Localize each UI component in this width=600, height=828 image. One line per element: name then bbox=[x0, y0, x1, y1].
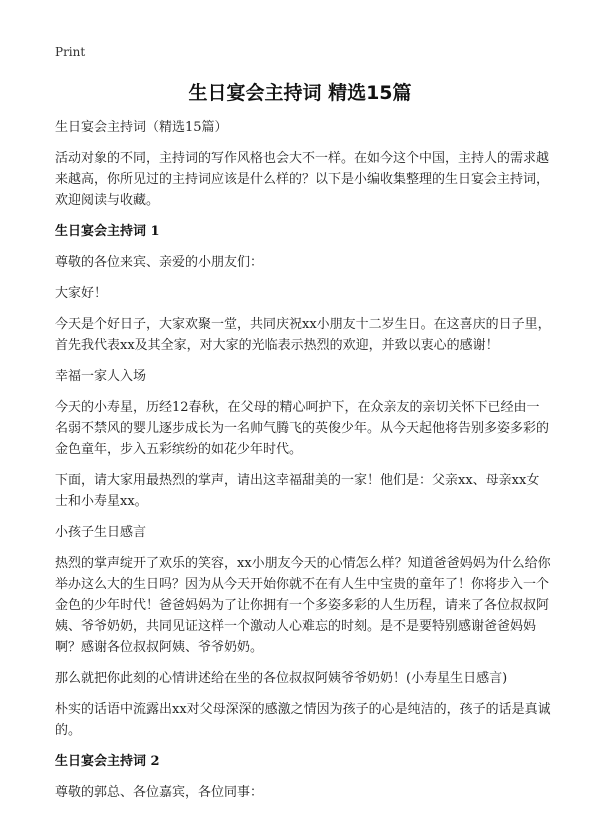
paragraph: 那么就把你此刻的心情讲述给在坐的各位叔叔阿姨爷爷奶奶！(小寿星生日感言) bbox=[55, 671, 508, 686]
paragraph: 小孩子生日感言 bbox=[55, 525, 147, 540]
paragraph: 朴实的话语中流露出xx对父母深深的感激之情因为孩子的心是纯洁的，孩子的话是真诚的。 bbox=[55, 702, 551, 738]
paragraph: 下面，请大家用最热烈的掌声，请出这幸福甜美的一家！他们是：父亲xx、母亲xx女士和小寿星xx。 bbox=[55, 473, 540, 509]
paragraph: 尊敬的郭总、各位嘉宾，各位同事： bbox=[55, 785, 264, 800]
subtitle: 生日宴会主持词（精选15篇） bbox=[55, 120, 228, 135]
paragraph: 尊敬的各位来宾、亲爱的小朋友们： bbox=[55, 255, 264, 270]
intro-paragraph: 活动对象的不同，主持词的写作风格也会大不一样。在如今这个中国，主持人的需求越来越高，你所见过的主持词应该是什么样的？以下是小编收集整理的生日宴会主持词，欢迎阅读与收藏。 bbox=[55, 151, 550, 208]
print-link[interactable]: Print bbox=[55, 45, 86, 59]
article-body bbox=[55, 117, 551, 813]
section-heading-1: 生日宴会主持词 1 bbox=[55, 224, 160, 239]
section-heading-2: 生日宴会主持词 2 bbox=[55, 754, 160, 769]
paragraph: 大家好！ bbox=[55, 286, 108, 301]
paragraph: 今天的小寿星，历经12春秋，在父母的精心呵护下，在众亲友的亲切关怀下已经由一名弱不禁风的婴儿逐步成长为一名帅气腾飞的英俊少年。从今天起他将告别多姿多彩的金色童年，步入五彩缤纷的如花少年时代。 bbox=[55, 400, 550, 457]
paragraph: 今天是个好日子，大家欢聚一堂，共同庆祝xx小朋友十二岁生日。在这喜庆的日子里，首先我代表xx及其全家，对大家的光临表示热烈的欢迎，并致以衷心的感谢！ bbox=[55, 317, 551, 353]
page-title: 生日宴会主持词 精选15篇 bbox=[188, 82, 412, 104]
paragraph: 热烈的掌声绽开了欢乐的笑容，xx小朋友今天的心情怎么样？知道爸爸妈妈为什么给你举办这么大的生日吗？因为从今天开始你就不在有人生中宝贵的童年了！你将步入一个金色的少年时代！爸爸妈妈为了让你拥有一个多姿多彩的人生历程，请来了各位叔叔阿姨、爷爷奶奶，共同见证这样一个激动人心难忘的时刻。是不是要特别感谢爸爸妈妈啊？感谢各位叔叔阿姨、爷爷奶奶。 bbox=[55, 556, 551, 655]
paragraph: 幸福一家人入场 bbox=[55, 369, 147, 384]
